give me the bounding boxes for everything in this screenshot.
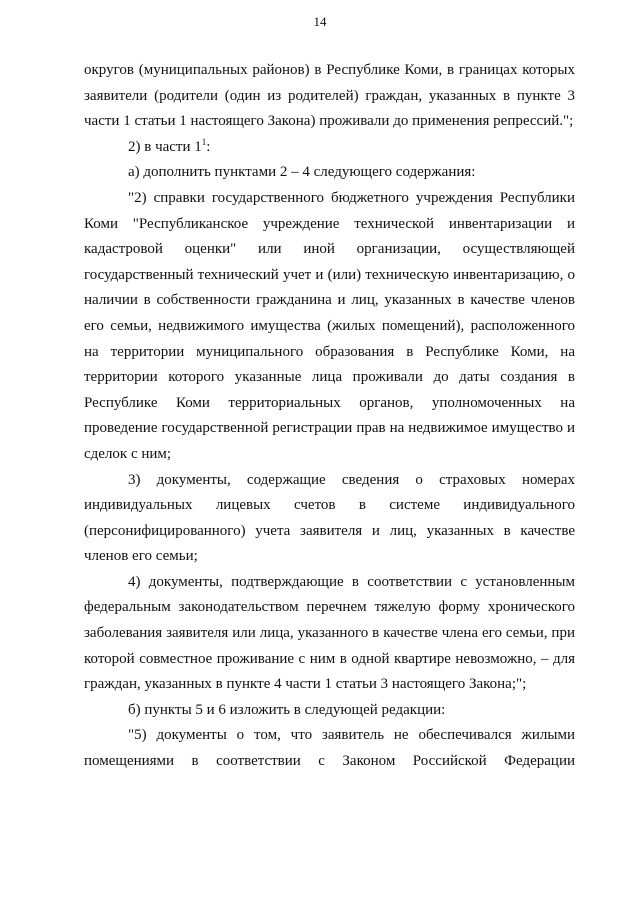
paragraph-item-2-heading xyxy=(84,135,575,161)
paragraph-point-2: "2) справки государственного бюджетного учреждения Республики Коми "Республиканское учреждение технической инвентаризации и кадастровой оценки" или иной организации, осуществляющей государственный технический учет и (или) техническую инвентаризацию, о наличии в собственности гражданина и лиц, указанных в качестве членов его семьи, недвижимого имущества (жилых помещений), расположенного на территории муниципального образования в Республике Коми, на территории которого указанные лица проживали до даты создания в Республике Коми территориальных органов, уполномоченных на проведение государственной регистрации прав на недвижимое имущество и сделок с ним; xyxy=(84,189,575,462)
paragraph-item-2-prefix: 2) в части 1 xyxy=(128,138,202,155)
paragraph-point-3: 3) документы, содержащие сведения о страховых номерах индивидуальных лицевых счетов в системе индивидуального (персонифицированного) учета заявителя и лиц, указанных в качестве членов его семьи; xyxy=(84,471,575,565)
superscript-index: 1 xyxy=(201,136,207,147)
paragraph-continuation: округов (муниципальных районов) в Республике Коми, в границах которых заявители (родители (один из родителей) граждан, указанных в пункте 3 части 1 статьи 1 настоящего Закона) проживали до применения репрессий."; xyxy=(84,62,575,130)
paragraph-subitem-a: а) дополнить пунктами 2 – 4 следующего содержания: xyxy=(128,164,476,181)
page-number: 14 xyxy=(313,14,327,29)
document-body xyxy=(84,58,575,775)
paragraph-point-4: 4) документы, подтверждающие в соответствии с установленным федеральным законодательством перечнем тяжелую форму хронического заболевания заявителя или лица, указанного в качестве члена его семьи, при которой совместное проживание с ним в одной квартире невозможно, – для граждан, указанных в пункте 4 части 1 статьи 3 настоящего Закона;"; xyxy=(84,573,575,693)
paragraph-point-5: "5) документы о том, что заявитель не обеспечивался жилыми помещениями в соответствии с Законом Российской Федерации xyxy=(84,727,575,770)
paragraph-item-2-suffix: : xyxy=(206,138,211,155)
paragraph-subitem-b: б) пункты 5 и 6 изложить в следующей редакции: xyxy=(128,701,446,718)
